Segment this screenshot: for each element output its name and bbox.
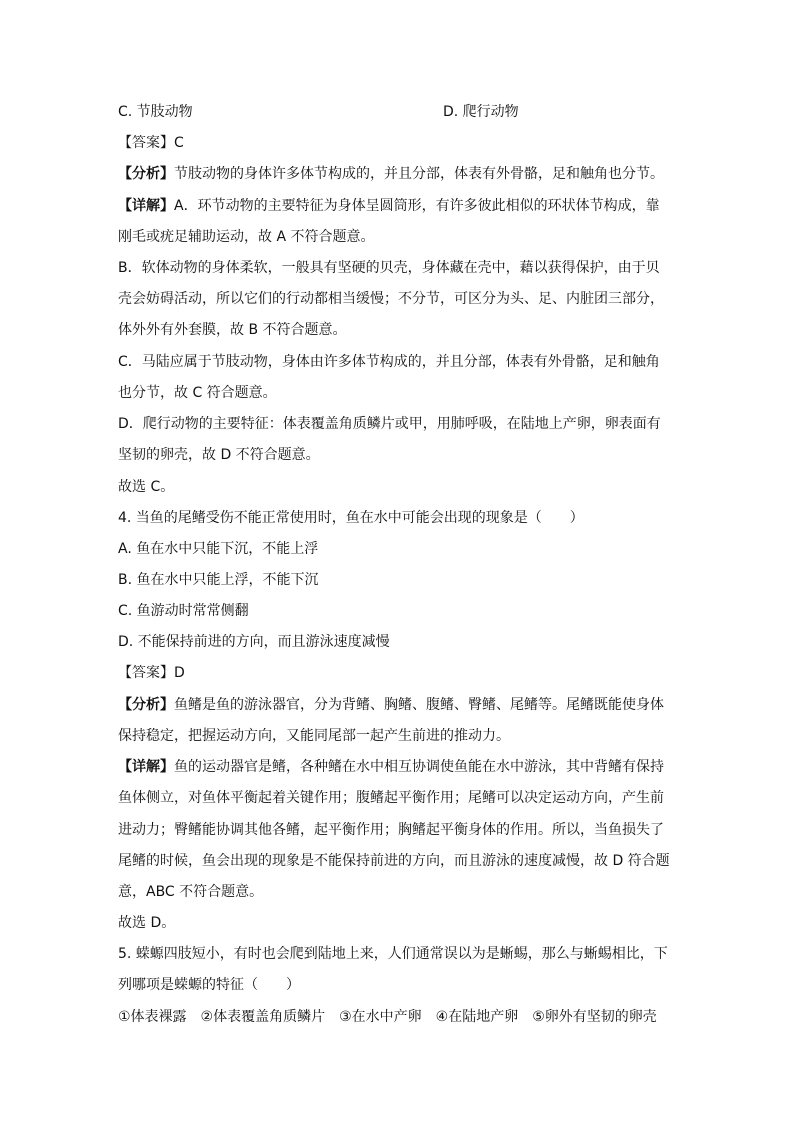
analysis-tag: 【分析】 [118,697,174,713]
q5-choices: ①体表裸露 ②体表覆盖角质鳞片 ③在水中产卵 ④在陆地产卵 ⑤卵外有坚韧的卵壳 [118,1009,657,1025]
q3-detail-line-9: 坚韧的卵壳，故 D 不符合题意。 [118,447,320,463]
q5-question-line-1: 5. 蝾螈四肢短小，有时也会爬到陆地上来，人们通常误以为是蜥蜴，那么与蜥蜴相比，下 [118,946,668,962]
q4-answer: 【答案】D [118,665,185,681]
q3-conclusion: 故选 C。 [118,479,175,495]
q3-detail-line-4: 壳会妨碍活动，所以它们的行动都相当缓慢；不分节，可区分为头、足、内脏团三部分， [118,291,664,307]
q4-detail-line-2: 鱼体侧立，对鱼体平衡起着关键作用；腹鳍起平衡作用；尾鳍可以决定运动方向，产生前 [118,790,664,806]
q4-detail-line-1: 【详解】鱼的运动器官是鳍，各种鳍在水中相互协调使鱼能在水中游泳，其中背鳍有保持 [118,759,664,775]
analysis-tag: 【分析】 [118,166,174,182]
q4-option-a: A. 鱼在水中只能下沉，不能上浮 [118,541,319,557]
q4-detail-line-3: 进动力；臀鳍能协调其他各鳍，起平衡作用；胸鳍起平衡身体的作用。所以，当鱼损失了 [118,822,664,838]
q3-detail-line-1: 【详解】A．环节动物的主要特征为身体呈圆筒形，有许多彼此相似的环状体节构成，靠 [118,198,660,214]
q3-option-d: D. 爬行动物 [443,104,519,120]
q4-question: 4. 当鱼的尾鳍受伤不能正常使用时，鱼在水中可能会出现的现象是（ ） [118,510,584,526]
q4-option-c: C. 鱼游动时常常侧翻 [118,603,249,619]
q4-detail-line-4: 尾鳍的时候，鱼会出现的现象是不能保持前进的方向，而且游泳的速度减慢，故 D 符合题 [118,853,670,869]
q3-option-c: C. 节肢动物 [118,104,193,120]
analysis-text: 节肢动物的身体许多体节构成的，并且分部，体表有外骨骼，足和触角也分节。 [174,166,664,182]
q3-detail-line-8: D．爬行动物的主要特征：体表覆盖角质鳞片或甲，用肺呼吸，在陆地上产卵，卵表面有 [118,416,661,432]
q3-detail-line-6: C．马陆应属于节肢动物，身体由许多体节构成的，并且分部，体表有外骨骼，足和触角 [118,354,660,370]
q4-option-b: B. 鱼在水中只能上浮，不能下沉 [118,572,319,588]
q4-option-d: D. 不能保持前进的方向，而且游泳速度减慢 [118,634,390,650]
detail-tag: 【详解】 [118,198,174,214]
q4-analysis-line-2: 保持稳定，把握运动方向，又能同尾部一起产生前进的推动力。 [118,728,510,744]
q4-detail-line-5: 意，ABC 不符合题意。 [118,884,264,900]
q4-conclusion: 故选 D。 [118,915,176,931]
q3-answer: 【答案】C [118,135,184,151]
q3-detail-line-3: B．软体动物的身体柔软，一般具有坚硬的贝壳，身体藏在壳中，藉以获得保护，由于贝 [118,260,660,276]
q3-detail-line-5: 体外外有外套膜，故 B 不符合题意。 [118,322,347,338]
q5-question-line-2: 列哪项是蝾螈的特征（ ） [118,977,300,993]
q3-analysis [118,164,664,184]
detail-tag: 【详解】 [118,759,174,775]
q4-analysis-line-1: 【分析】鱼鳍是鱼的游泳器官，分为背鳍、胸鳍、腹鳍、臀鳍、尾鳍等。尾鳍既能使身体 [118,697,664,713]
q3-detail-line-7: 也分节，故 C 符合题意。 [118,385,277,401]
q3-detail-line-2: 刚毛或疣足辅助运动，故 A 不符合题意。 [118,229,375,245]
